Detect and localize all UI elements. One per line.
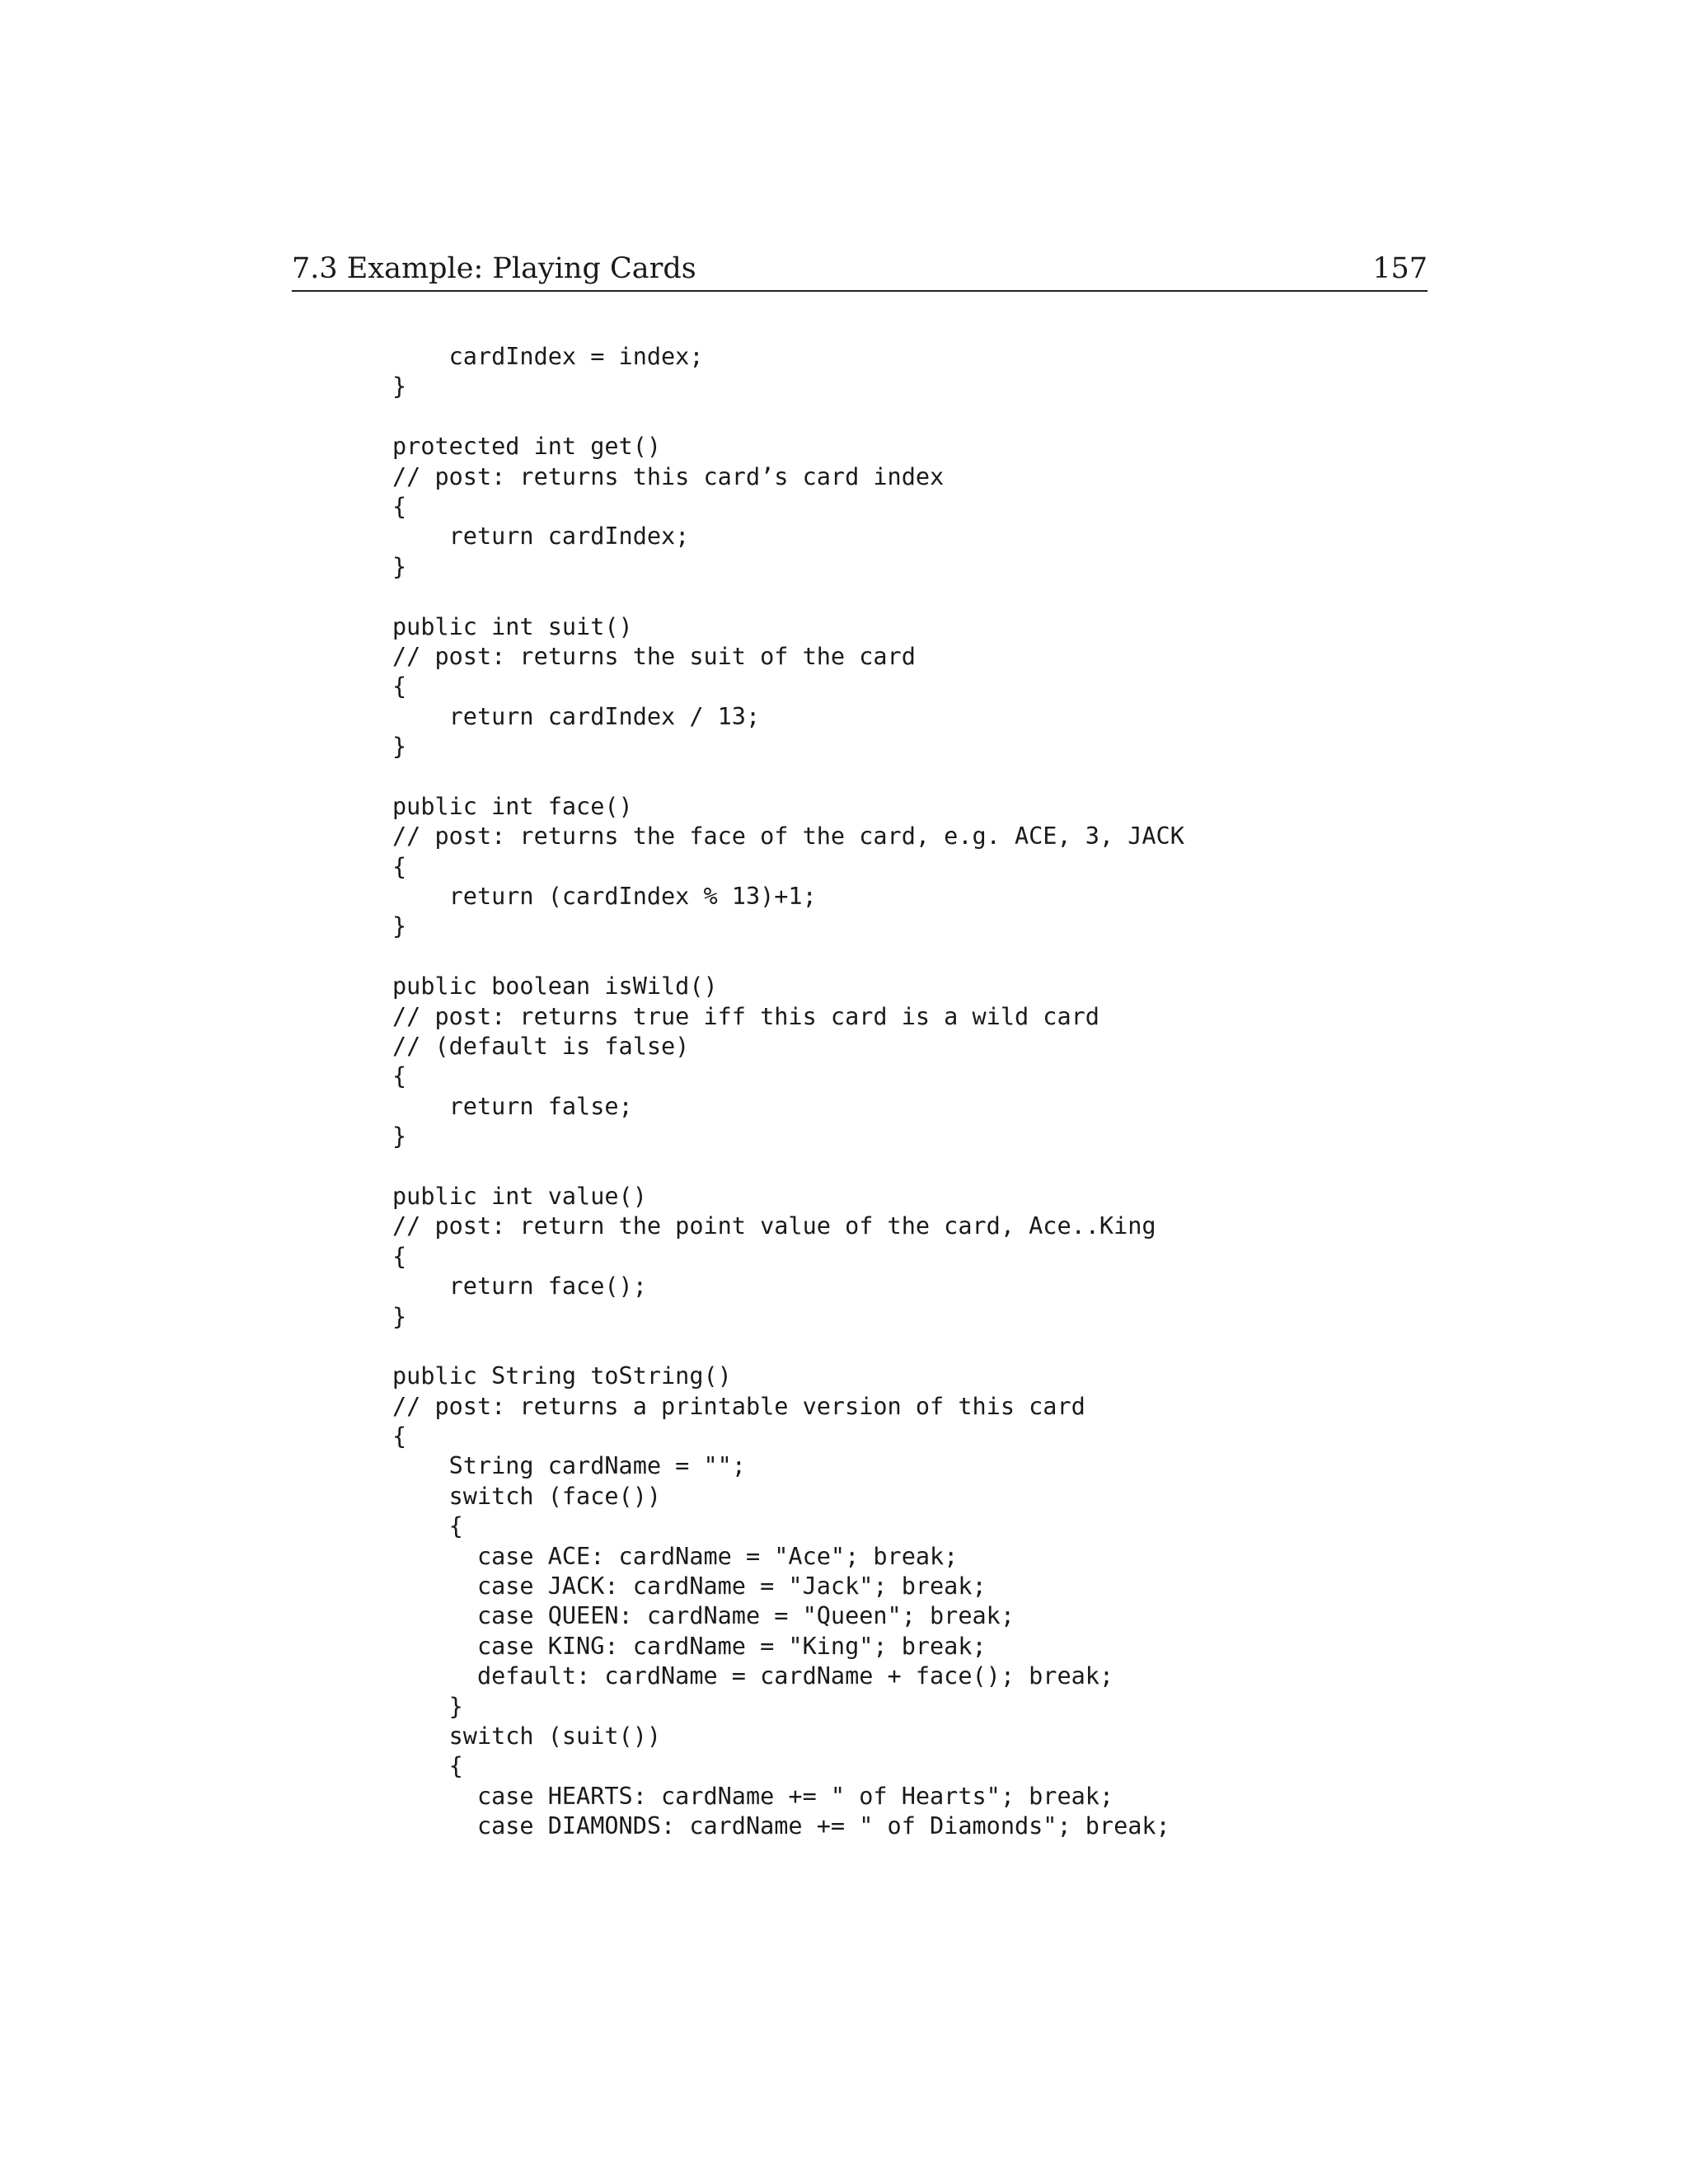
code-line: }	[392, 1302, 407, 1330]
code-line: protected int get()	[392, 433, 662, 461]
code-line: return face();	[392, 1272, 647, 1301]
code-line: {	[392, 1242, 407, 1270]
code-line: public boolean isWild()	[392, 972, 718, 1001]
code-line	[392, 1332, 1184, 1361]
code-line: }	[392, 1692, 463, 1720]
code-line: {	[392, 1512, 463, 1540]
code-line: {	[392, 492, 407, 520]
code-line: case ACE: cardName = "Ace"; break;	[392, 1542, 959, 1570]
code-line: public int face()	[392, 792, 633, 820]
code-listing	[392, 342, 1184, 1842]
code-line: {	[392, 852, 407, 880]
page-number: 157	[1372, 252, 1428, 285]
code-line: public int value()	[392, 1182, 647, 1210]
code-line: case KING: cardName = "King"; break;	[392, 1632, 987, 1660]
code-line: }	[392, 1122, 407, 1151]
code-line: switch (suit())	[392, 1722, 662, 1750]
code-line	[392, 762, 1184, 791]
running-header	[292, 247, 1428, 292]
code-line: String cardName = "";	[392, 1452, 746, 1480]
code-line: cardIndex = index;	[392, 343, 704, 370]
code-line	[392, 402, 1184, 432]
code-line: }	[392, 733, 407, 761]
code-line: return false;	[392, 1092, 633, 1120]
code-line: }	[392, 912, 407, 940]
code-line: }	[392, 552, 407, 580]
code-line: {	[392, 1752, 463, 1780]
section-title: 7.3 Example: Playing Cards	[292, 252, 696, 285]
code-line: public String toString()	[392, 1362, 732, 1390]
code-line: }	[392, 373, 407, 401]
code-line: return (cardIndex % 13)+1;	[392, 883, 817, 911]
code-line: public int suit()	[392, 612, 633, 640]
code-line: return cardIndex / 13;	[392, 702, 761, 730]
code-line: case DIAMONDS: cardName += " of Diamonds"; break;	[392, 1812, 1170, 1840]
code-line: // post: returns the face of the card, e.g. ACE, 3, JACK	[392, 823, 1184, 851]
code-line: // (default is false)	[392, 1032, 690, 1060]
code-line: default: cardName = cardName + face(); break;	[392, 1662, 1114, 1690]
code-line: return cardIndex;	[392, 523, 690, 551]
code-line: // post: returns the suit of the card	[392, 642, 916, 670]
code-line: case QUEEN: cardName = "Queen"; break;	[392, 1602, 1015, 1630]
code-line	[392, 1152, 1184, 1182]
code-line: {	[392, 673, 407, 701]
code-line: {	[392, 1422, 407, 1451]
code-line	[392, 582, 1184, 612]
code-line	[392, 942, 1184, 972]
code-line: {	[392, 1062, 407, 1090]
code-line: switch (face())	[392, 1482, 662, 1510]
code-line: // post: returns true iff this card is a wild card	[392, 1002, 1100, 1030]
code-line: case JACK: cardName = "Jack"; break;	[392, 1572, 987, 1601]
code-line: // post: returns a printable version of this card	[392, 1392, 1085, 1420]
code-line: // post: return the point value of the card, Ace..King	[392, 1212, 1156, 1240]
code-line: // post: returns this card’s card index	[392, 462, 945, 490]
code-line: case HEARTS: cardName += " of Hearts"; break;	[392, 1782, 1114, 1810]
